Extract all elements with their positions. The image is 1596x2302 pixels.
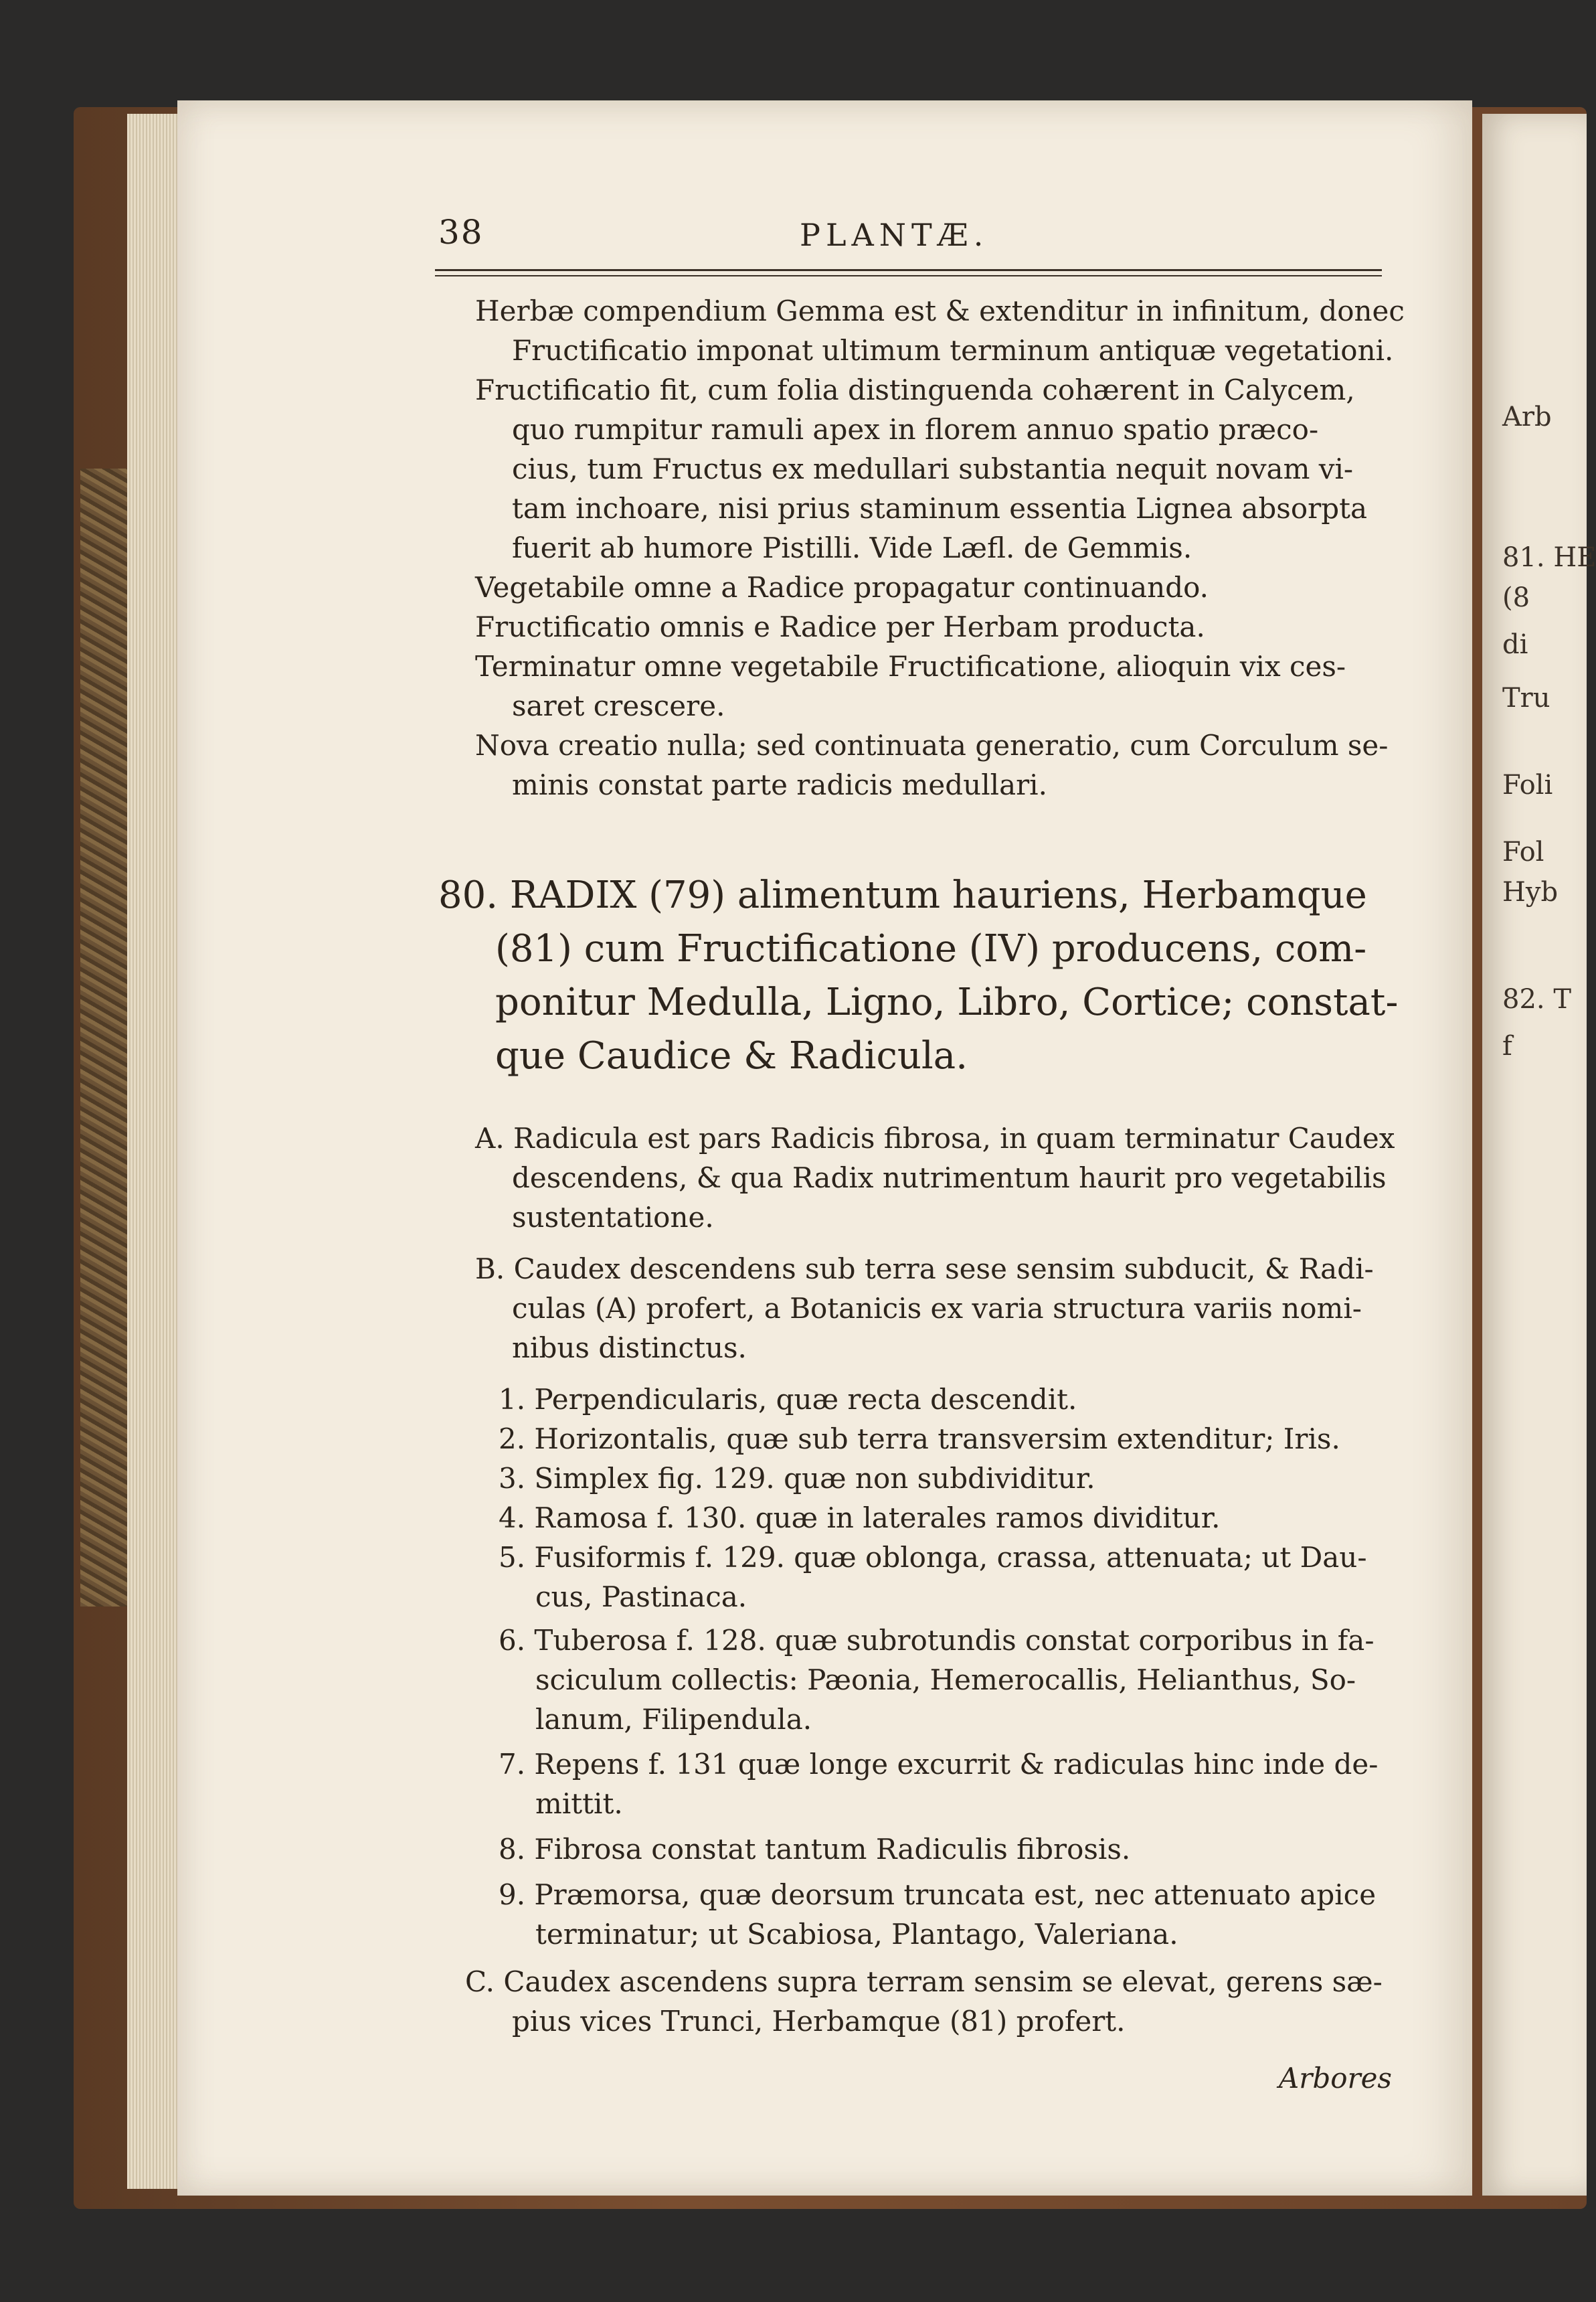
section-80-line: que Caudice & Radicula. xyxy=(495,1034,968,1078)
text-line: saret crescere. xyxy=(512,689,725,722)
catchword: Arbores xyxy=(1278,2062,1392,2094)
marbled-board xyxy=(80,469,127,1607)
text-line: Terminatur omne vegetabile Fructificatione, alioquin vix ces- xyxy=(475,650,1346,683)
text-line: Fructificatio omnis e Radice per Herbam producta. xyxy=(475,610,1205,643)
text-line: quo rumpitur ramuli apex in florem annuo spatio præco- xyxy=(512,413,1319,446)
item-line: 8. Fibrosa constat tantum Radiculis fibrosis. xyxy=(499,1833,1131,1866)
facing-fragment: di xyxy=(1502,629,1528,660)
facing-fragment: (8 xyxy=(1502,582,1530,613)
item-line: A. Radicula est pars Radicis fibrosa, in quam terminatur Caudex xyxy=(475,1122,1395,1155)
facing-fragment: 82. T xyxy=(1502,984,1572,1015)
item-line: 5. Fusiformis f. 129. quæ oblonga, crassa, attenuata; ut Dau- xyxy=(499,1541,1367,1574)
text-line: fuerit ab humore Pistilli. Vide Læfl. de Gemmis. xyxy=(512,531,1192,564)
facing-page xyxy=(1482,114,1596,2196)
item-line: descendens, & qua Radix nutrimentum haurit pro vegetabilis xyxy=(512,1161,1387,1194)
text-line: Nova creatio nulla; sed continuata generatio, cum Corculum se- xyxy=(475,729,1389,762)
item-line: sustentatione. xyxy=(512,1201,714,1234)
item-line: 1. Perpendicularis, quæ recta descendit. xyxy=(499,1383,1077,1416)
text-line: Fructificatio imponat ultimum terminum antiquæ vegetationi. xyxy=(512,334,1394,367)
facing-fragment: Fol xyxy=(1502,837,1544,868)
text-line: Herbæ compendium Gemma est & extenditur in infinitum, donec xyxy=(475,295,1405,327)
head-rule xyxy=(435,269,1382,276)
item-line: 7. Repens f. 131 quæ longe excurrit & radiculas hinc inde de- xyxy=(499,1748,1379,1781)
item-line: nibus distinctus. xyxy=(512,1331,747,1364)
facing-fragment: Hyb xyxy=(1502,877,1559,908)
item-line: B. Caudex descendens sub terra sese sensim subducit, & Radi- xyxy=(475,1252,1374,1285)
text-line: cius, tum Fructus ex medullari substantia nequit novam vi- xyxy=(512,453,1354,485)
item-line: C. Caudex ascendens supra terram sensim se elevat, gerens sæ- xyxy=(465,1965,1383,1998)
facing-fragment: f xyxy=(1502,1031,1512,1062)
item-line: 3. Simplex fig. 129. quæ non subdividitur. xyxy=(499,1462,1095,1495)
text-line: Fructificatio fit, cum folia distinguenda cohærent in Calycem, xyxy=(475,374,1355,406)
running-title: PLANTÆ. xyxy=(800,217,989,253)
section-80-line: (81) cum Fructificatione (IV) producens, com- xyxy=(495,927,1367,971)
facing-fragment: 81. HE xyxy=(1502,542,1596,573)
running-head xyxy=(438,213,1382,260)
item-line: culas (A) profert, a Botanicis ex varia structura variis nomi- xyxy=(512,1292,1362,1325)
section-80-line: 80. RADIX (79) alimentum hauriens, Herbamque xyxy=(438,874,1367,917)
facing-fragment: Foli xyxy=(1502,770,1553,801)
item-line: sciculum collectis: Pæonia, Hemerocallis, Helianthus, So- xyxy=(535,1663,1356,1696)
item-line: 6. Tuberosa f. 128. quæ subrotundis constat corporibus in fa- xyxy=(499,1624,1375,1657)
item-line: cus, Pastinaca. xyxy=(535,1580,747,1613)
text-line: tam inchoare, nisi prius staminum essentia Lignea absorpta xyxy=(512,492,1368,525)
page-number: 38 xyxy=(438,213,484,252)
section-80-line: ponitur Medulla, Ligno, Libro, Cortice; constat- xyxy=(495,981,1399,1024)
facing-fragment: Arb xyxy=(1502,402,1552,432)
item-line: mittit. xyxy=(535,1787,623,1820)
page-edges xyxy=(127,114,181,2189)
item-line: pius vices Trunci, Herbamque (81) profert. xyxy=(512,2005,1126,2038)
item-line: terminatur; ut Scabiosa, Plantago, Valeriana. xyxy=(535,1918,1178,1951)
facing-fragment: Tru xyxy=(1502,683,1550,714)
text-line: minis constat parte radicis medullari. xyxy=(512,768,1047,801)
item-line: lanum, Filipendula. xyxy=(535,1703,812,1736)
item-line: 9. Præmorsa, quæ deorsum truncata est, nec attenuato apice xyxy=(499,1878,1377,1911)
item-line: 2. Horizontalis, quæ sub terra transversim extenditur; Iris. xyxy=(499,1422,1340,1455)
text-line: Vegetabile omne a Radice propagatur continuando. xyxy=(475,571,1209,604)
item-line: 4. Ramosa f. 130. quæ in laterales ramos dividitur. xyxy=(499,1501,1221,1534)
